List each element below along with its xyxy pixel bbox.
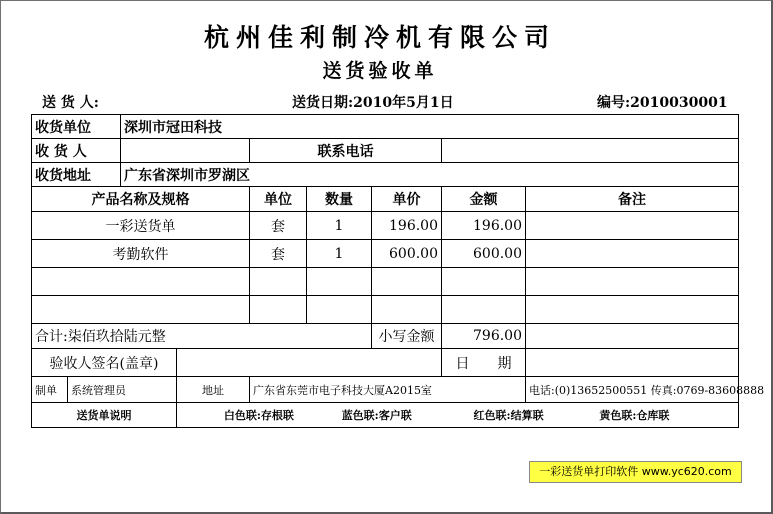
col-price: 单价 (372, 187, 442, 212)
maker-label: 制单 (32, 377, 68, 403)
item-unit: 套 (250, 212, 307, 240)
signature-row (32, 349, 739, 377)
item-note (526, 240, 739, 268)
receiver-address-value: 广东省深圳市罗湖区 (121, 163, 739, 187)
item-note (526, 212, 739, 240)
phone-value (442, 139, 739, 163)
note-red: 红色联:结算联 (473, 409, 544, 422)
col-note: 备注 (526, 187, 739, 212)
note-label: 送货单说明 (32, 403, 177, 428)
document-number: 编号:2010030001 (597, 95, 728, 111)
receiver-person-label: 收 货 人 (32, 139, 121, 163)
col-unit: 单位 (250, 187, 307, 212)
sender-label: 送 货 人: (42, 95, 99, 111)
table-row (32, 212, 739, 240)
contact-info: 电话:(0)13652500551 传真:0769-83608888 (526, 377, 739, 403)
receiver-address-label: 收货地址 (32, 163, 121, 187)
col-qty: 数量 (307, 187, 372, 212)
delivery-date: 送货日期:2010年5月1日 (292, 95, 454, 111)
receiver-unit-value: 深圳市冠田科技 (121, 115, 739, 139)
date-value (526, 349, 739, 377)
footer-row (32, 377, 739, 403)
signature-label: 验收人签名(盖章) (32, 349, 177, 377)
signature-value (177, 349, 442, 377)
phone-label: 联系电话 (250, 139, 442, 163)
receiver-unit-label: 收货单位 (32, 115, 121, 139)
table-row (32, 240, 739, 268)
note-copies (177, 403, 739, 428)
software-badge[interactable]: 一彩送货单打印软件 www.yc620.com (529, 461, 742, 483)
document-subtitle: 送货验收单 (322, 60, 438, 82)
column-header-row (32, 187, 739, 212)
maker-value: 系统管理员 (68, 377, 177, 403)
date-label: 日 期 (442, 349, 526, 377)
item-name: 一彩送货单 (32, 212, 250, 240)
receiver-address-row (32, 163, 739, 187)
footer-address-value: 广东省东莞市电子科技大厦A2015室 (250, 377, 526, 403)
address-label: 地址 (177, 377, 250, 403)
note-yellow: 黄色联:仓库联 (599, 409, 670, 422)
small-amount-value: 796.00 (442, 324, 526, 349)
col-amount: 金额 (442, 187, 526, 212)
note-white: 白色联:存根联 (223, 409, 294, 422)
item-price: 196.00 (372, 212, 442, 240)
table-row-empty (32, 296, 739, 324)
item-name: 考勤软件 (32, 240, 250, 268)
item-qty: 1 (307, 240, 372, 268)
note-row (32, 403, 739, 428)
item-amount: 196.00 (442, 212, 526, 240)
receiver-person-row (32, 139, 739, 163)
col-product: 产品名称及规格 (32, 187, 250, 212)
note-blue: 蓝色联:客户联 (341, 409, 412, 422)
receiver-unit-row (32, 115, 739, 139)
item-unit: 套 (250, 240, 307, 268)
receiver-person-value (121, 139, 250, 163)
item-qty: 1 (307, 212, 372, 240)
small-amount-label: 小写金额 (372, 324, 442, 349)
table-row-empty (32, 268, 739, 296)
company-title: 杭州佳利制冷机有限公司 (203, 23, 556, 52)
totals-row (32, 324, 739, 349)
item-amount: 600.00 (442, 240, 526, 268)
item-price: 600.00 (372, 240, 442, 268)
total-in-words: 合计:柒佰玖拾陆元整 (32, 324, 372, 349)
delivery-table (31, 114, 765, 428)
